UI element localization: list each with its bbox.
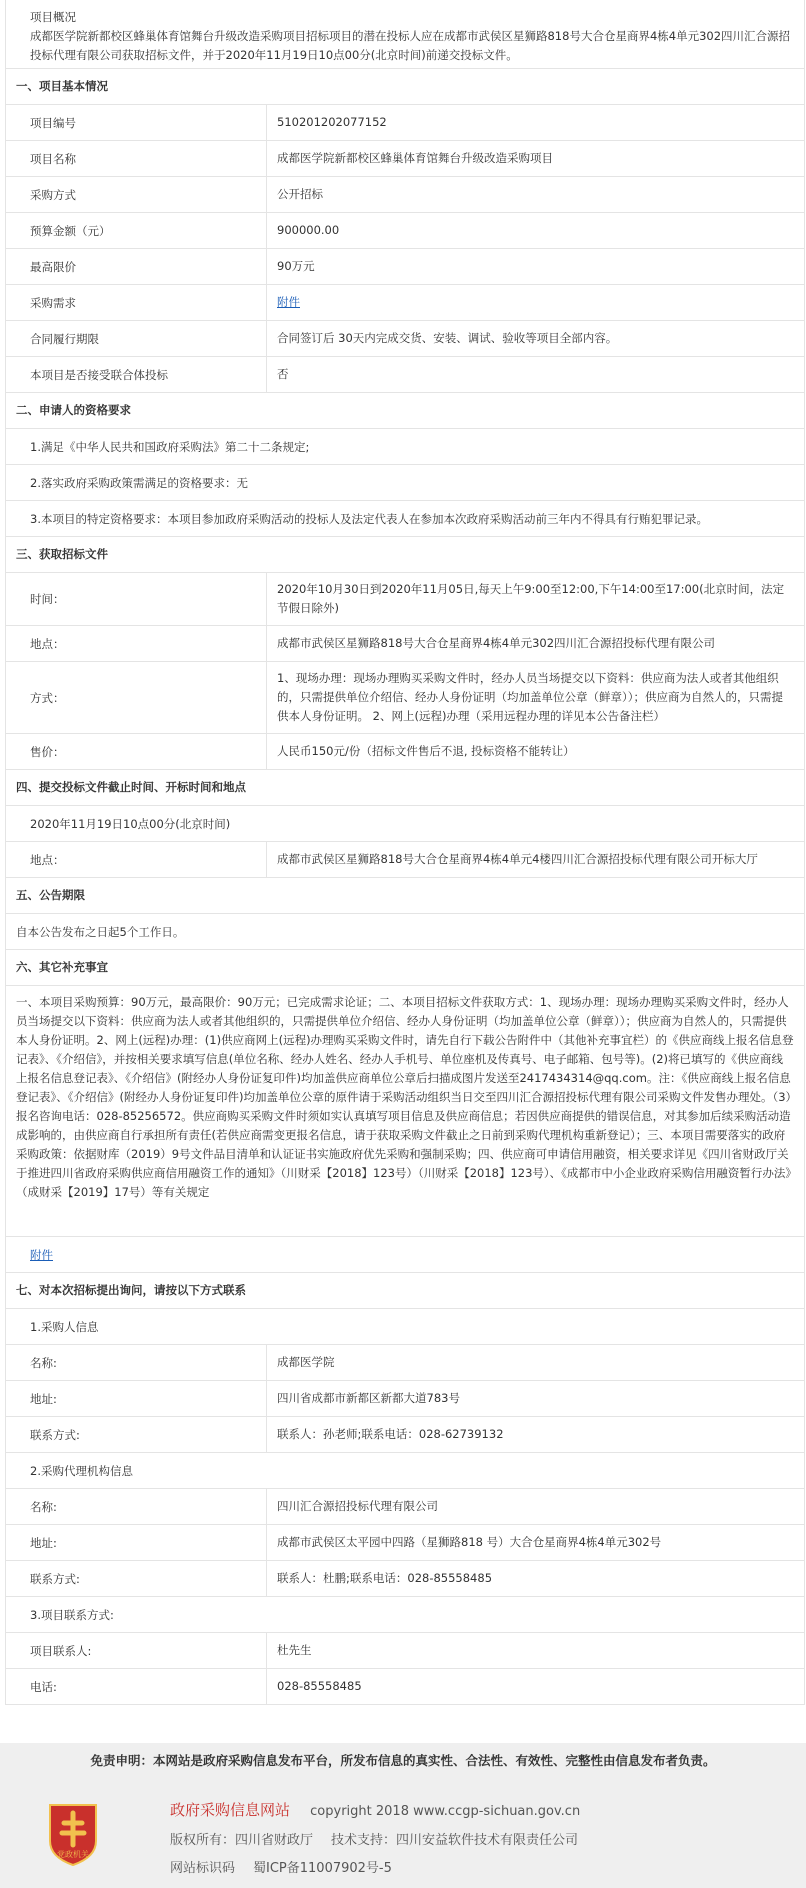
footer-line-2 xyxy=(170,1829,578,1848)
section-title-notice-period: 五、公告期限 xyxy=(5,878,805,914)
attachment-row xyxy=(5,1237,805,1273)
table-row xyxy=(5,1633,805,1669)
table-row xyxy=(5,1345,805,1381)
table-row xyxy=(5,626,805,662)
field-value: 公开招标 xyxy=(277,187,323,201)
project-overview xyxy=(5,0,805,69)
field-value: 四川汇合源招投标代理有限公司 xyxy=(277,1499,438,1513)
field-label: 合同履行期限 xyxy=(6,321,267,356)
field-value: 联系人：孙老师;联系电话：028-62739132 xyxy=(277,1427,504,1441)
section-title-deadline: 四、提交投标文件截止时间、开标时间和地点 xyxy=(5,770,805,806)
badge-text: 党政机关 xyxy=(57,1850,89,1859)
footer-line-1 xyxy=(170,1799,580,1820)
field-label: 采购需求 xyxy=(6,285,267,320)
footer-site-name: 政府采购信息网站 xyxy=(170,1801,291,1819)
table-row xyxy=(5,662,805,734)
field-label: 名称: xyxy=(6,1489,267,1524)
subsection-title-project-contact: 3.项目联系方式: xyxy=(5,1597,805,1633)
field-label: 地点： xyxy=(6,626,267,661)
table-row xyxy=(5,842,805,878)
field-label: 售价： xyxy=(6,734,267,769)
field-label: 联系方式: xyxy=(6,1561,267,1596)
supplementary-text: 一、本项目采购预算：90万元，最高限价：90万元；已完成需求论证；二、本项目招标文件获取方式：1、现场办理：现场办理购买采购文件时，经办人员当场提交以下资料：供应商为法人或者其他组织的，只需提供单位介绍信、经办人身份证明（均加盖单位公章（鲜章））；供应商为自然人的，只需提供本人身份证明。2、网上(远程)办理：(1)供应商网上(远程)办理购买采购文件时，请先自行下载公告附件中（其他补充事宜栏）的《供应商线上报名信息登记表》、《介绍信》，并按相关要求填写信息(单位名称、经办人姓名、经办人手机号、单位座机及传真号、电子邮箱、包号等)。(2)将已填写的《供应商线上报名信息登记表》、《介绍信》(附经办人身份证复印件)均加盖供应商单位公章后扫描成图片发送至2417434314@qq.com。注：《供应商线上报名信息登记表》、《介绍信》(附经办人身份证复印件)均加盖单位公章的原件请于采购活动组织当日交至四川汇合源招投标代理有限公司采购文件发售办理处。（3）报名咨询电话：028-85256572。供应商购买采购文件时须如实认真填写项目信息及供应商信息；若因供应商提供的错误信息，对其参加后续采购活动造成影响的，由供应商自行承担所有责任(若供应商需变更报名信息，请于获取采购文件截止之日前到采购代理机构重新登记）；三、本项目需要落实的政府采购政策：依据财库（2019）9号文件品目清单和认证证书实施政府优先采购和强制采购；四、供应商可申请信用融资，相关要求详见《四川省财政厅关于推进四川省政府采购供应商信用融资工作的通知》（川财采【2018】123号）（川财采【2018】123号）、《成都市中小企业政府采购信用融资暂行办法》（成财采【2019】17号）等有关规定 xyxy=(5,986,805,1237)
field-label: 地址: xyxy=(6,1525,267,1560)
footer-support: 技术支持：四川安益软件技术有限责任公司 xyxy=(331,1833,579,1848)
subsection-title-purchaser: 1.采购人信息 xyxy=(5,1309,805,1345)
overview-text: 成都医学院新都校区蜂巢体育馆舞台升级改造采购项目招标项目的潜在投标人应在成都市武侯区星狮路818号大合仓星商界4栋4单元302四川汇合源招投标代理有限公司获取招标文件，并于2020年11月19日10点00分(北京时间)前递交投标文件。 xyxy=(30,29,791,62)
field-value: 成都医学院新都校区蜂巢体育馆舞台升级改造采购项目 xyxy=(277,151,553,165)
field-label: 最高限价 xyxy=(6,249,267,284)
field-label: 预算金额（元） xyxy=(6,213,267,248)
table-row xyxy=(5,285,805,321)
list-item: 3.本项目的特定资格要求：本项目参加政府采购活动的投标人及法定代表人在参加本次政府采购活动前三年内不得具有行贿犯罪记录。 xyxy=(5,501,805,537)
table-row xyxy=(5,105,805,141)
table-row xyxy=(5,1489,805,1525)
table-row xyxy=(5,573,805,626)
field-value: 成都市武侯区太平园中四路（星狮路818 号）大合仓星商界4栋4单元302号 xyxy=(277,1535,662,1549)
announcement-body xyxy=(5,0,805,1705)
supplementary-attachment-link[interactable]: 附件 xyxy=(30,1247,53,1262)
table-row xyxy=(5,1669,805,1705)
field-value: 合同签订后 30天内完成交货、安装、调试、验收等项目全部内容。 xyxy=(277,331,618,345)
field-value xyxy=(267,285,804,320)
field-label: 项目编号 xyxy=(6,105,267,140)
government-agency-badge-icon[interactable] xyxy=(46,1801,100,1867)
disclaimer-text: 免责申明：本网站是政府采购信息发布平台，所发布信息的真实性、合法性、有效性、完整性由信息发布者负责。 xyxy=(90,1753,716,1768)
field-label: 本项目是否接受联合体投标 xyxy=(6,357,267,392)
list-item: 1.满足《中华人民共和国政府采购法》第二十二条规定; xyxy=(5,429,805,465)
requirements-attachment-link[interactable]: 附件 xyxy=(277,295,300,309)
table-row xyxy=(5,1417,805,1453)
footer-icp[interactable]: 蜀ICP备11007902号-5 xyxy=(253,1861,392,1876)
field-value: 510201202077152 xyxy=(277,115,387,129)
site-footer xyxy=(0,1743,806,1888)
table-row xyxy=(5,1525,805,1561)
footer-owner: 版权所有：四川省财政厅 xyxy=(170,1833,314,1848)
list-item: 2.落实政府采购政策需满足的资格要求：无 xyxy=(5,465,805,501)
field-label: 采购方式 xyxy=(6,177,267,212)
notice-period-text: 自本公告发布之日起5个工作日。 xyxy=(5,914,805,950)
overview-title: 项目概况 xyxy=(30,10,76,24)
footer-line-3 xyxy=(170,1857,392,1876)
section-title-contact: 七、对本次招标提出询问，请按以下方式联系 xyxy=(5,1273,805,1309)
field-value: 成都市武侯区星狮路818号大合仓星商界4栋4单元4楼四川汇合源招投标代理有限公司开标大厅 xyxy=(277,852,758,866)
field-label: 地点： xyxy=(6,842,267,877)
section-title-basic-info: 一、项目基本情况 xyxy=(5,69,805,105)
field-value: 成都市武侯区星狮路818号大合仓星商界4栋4单元302四川汇合源招投标代理有限公司 xyxy=(277,636,716,650)
field-value: 90万元 xyxy=(277,259,315,273)
field-label: 方式： xyxy=(6,662,267,733)
field-label: 项目联系人: xyxy=(6,1633,267,1668)
field-label: 项目名称 xyxy=(6,141,267,176)
table-row xyxy=(5,321,805,357)
table-row xyxy=(5,177,805,213)
field-label: 电话: xyxy=(6,1669,267,1704)
field-value: 2020年10月30日到2020年11月05日,每天上午9:00至12:00,下午14:00至17:00(北京时间，法定节假日除外) xyxy=(277,582,785,615)
subsection-title-agency: 2.采购代理机构信息 xyxy=(5,1453,805,1489)
section-title-qualifications: 二、申请人的资格要求 xyxy=(5,393,805,429)
field-value: 四川省成都市新都区新都大道783号 xyxy=(277,1391,460,1405)
deadline-time: 2020年11月19日10点00分(北京时间) xyxy=(5,806,805,842)
footer-copyright: copyright 2018 www.ccgp-sichuan.gov.cn xyxy=(310,1804,581,1819)
field-value: 人民币150元/份（招标文件售后不退, 投标资格不能转让） xyxy=(277,744,575,758)
footer-site-id: 网站标识码 xyxy=(170,1861,236,1876)
section-title-supplementary: 六、其它补充事宜 xyxy=(5,950,805,986)
table-row xyxy=(5,213,805,249)
field-value: 成都医学院 xyxy=(277,1355,335,1369)
table-row xyxy=(5,734,805,770)
field-value: 杜先生 xyxy=(277,1643,312,1657)
table-row xyxy=(5,249,805,285)
table-row xyxy=(5,357,805,393)
field-value: 联系人：杜鹏;联系电话：028-85558485 xyxy=(277,1571,493,1585)
table-row xyxy=(5,1381,805,1417)
field-value: 1、现场办理：现场办理购买采购文件时，经办人员当场提交以下资料：供应商为法人或者其他组织的，只需提供单位介绍信、经办人身份证明（均加盖单位公章（鲜章））；供应商为自然人的，只需提供本人身份证明。 2、网上(远程)办理（采用远程办理的详见本公告备注栏） xyxy=(277,671,783,723)
field-label: 时间： xyxy=(6,573,267,625)
table-row xyxy=(5,141,805,177)
field-label: 联系方式: xyxy=(6,1417,267,1452)
field-label: 名称: xyxy=(6,1345,267,1380)
field-value: 028-85558485 xyxy=(277,1679,362,1693)
section-title-get-documents: 三、获取招标文件 xyxy=(5,537,805,573)
field-value: 900000.00 xyxy=(277,223,340,237)
field-label: 地址: xyxy=(6,1381,267,1416)
table-row xyxy=(5,1561,805,1597)
field-value: 否 xyxy=(277,367,289,381)
